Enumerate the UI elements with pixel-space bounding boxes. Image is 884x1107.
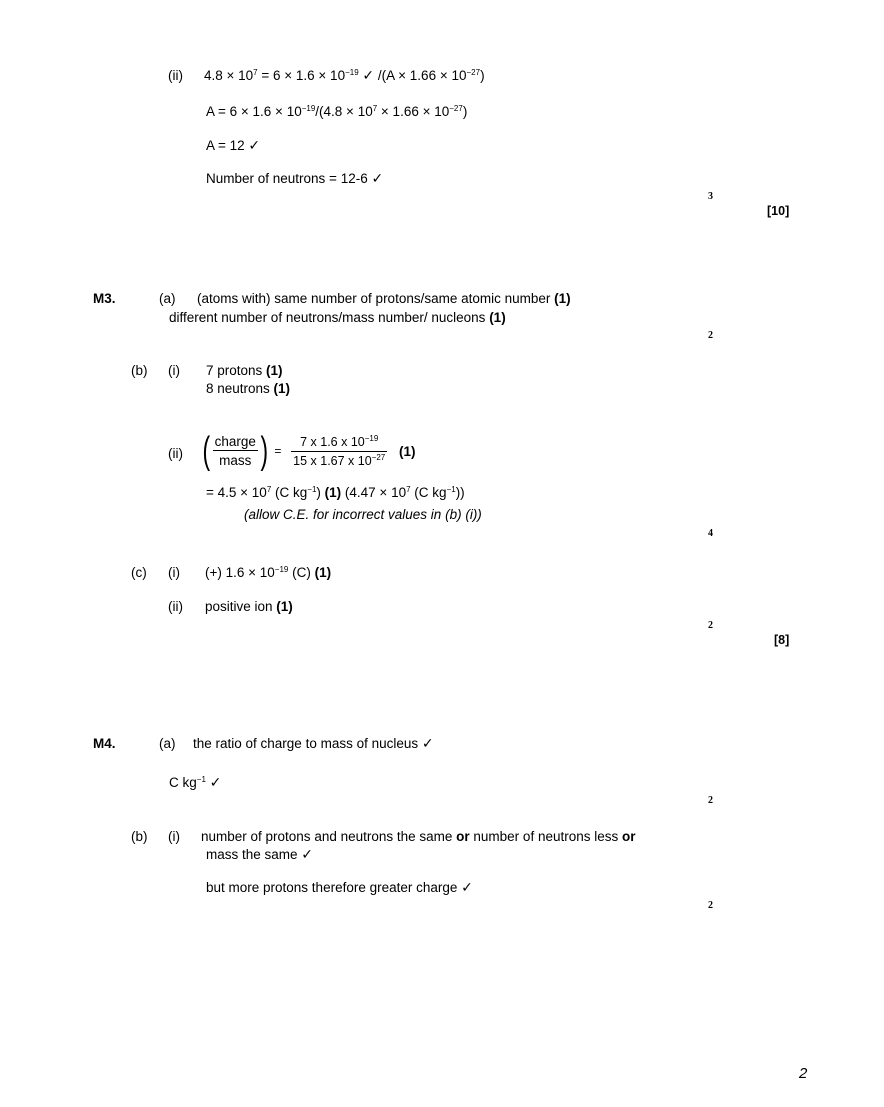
answer-line: 7 protons (1)	[206, 363, 283, 378]
mark-indicator: (1)	[273, 381, 291, 396]
tick-icon: ✓	[461, 880, 473, 896]
answer-line: (atoms with) same number of protons/same atomic number (1)	[197, 291, 571, 306]
part-label-a: (a)	[159, 291, 176, 306]
answer-line: different number of neutrons/mass number/ nucleons (1)	[169, 310, 506, 325]
part-label-b: (b)	[131, 363, 148, 378]
answer-line: but more protons therefore greater charge ✓	[206, 880, 473, 896]
mark-indicator: (1)	[489, 310, 506, 325]
mark-indicator: (1)	[266, 363, 283, 378]
answer-line: 8 neutrons (1)	[206, 381, 291, 396]
left-bracket: (	[202, 430, 211, 472]
unit-line: C $kg^{-1}$ ✓	[169, 775, 222, 791]
answer-line: (+) $1.6 \times 10^{-19}$ (C) (1)	[205, 565, 332, 580]
part-label-ii: (ii)	[168, 68, 183, 83]
part-label-b: (b)	[131, 829, 148, 844]
marks-count: 2	[708, 795, 713, 806]
right-bracket: )	[260, 430, 269, 472]
equation-line: $A = 6 \times 1.6 \times 10^{-19}/(4.8 \times 10^7 \times 1.66 \times 10^{-27})$	[206, 104, 468, 119]
part-label-c: (c)	[131, 565, 147, 580]
total-marks: [8]	[774, 633, 790, 647]
tick-icon: ✓	[371, 171, 384, 187]
equation-line: A = 12 ✓	[206, 138, 261, 154]
equation-line: $4.8 \times 10^7 = 6 \times 1.6 \times 10^{-19}$ ✓ $/(A \times 1.66 \times 10^{-27})$	[204, 68, 485, 84]
mark-indicator: (1)	[554, 291, 571, 306]
page-number: 2	[799, 1065, 808, 1082]
part-label-i: (i)	[168, 829, 180, 844]
answer-line: = $4.5 \times 10^7$ (C $kg^{-1}$) (1) ($4.47 \times 10^7$ (C $kg^{-1}$))	[206, 485, 465, 500]
part-label-a: (a)	[159, 736, 176, 751]
answer-line: number of protons and neutrons the same or number of neutrons less or	[201, 829, 636, 844]
marks-count: 2	[708, 620, 713, 631]
marks-count: 2	[708, 330, 713, 341]
tick-icon: ✓	[421, 736, 434, 752]
part-label-ii: (ii)	[168, 599, 183, 614]
total-marks: [10]	[767, 204, 790, 218]
mark-indicator: (1)	[324, 485, 342, 500]
tick-icon: ✓	[209, 775, 222, 791]
question-label: M3.	[93, 291, 116, 306]
answer-line: Number of neutrons = 12-6 ✓	[206, 171, 384, 187]
marks-count: 3	[708, 191, 713, 202]
tick-icon: ✓	[301, 847, 314, 863]
question-label: M4.	[93, 736, 116, 751]
examiner-note: (allow C.E. for incorrect values in (b) (i))	[244, 507, 482, 522]
mark-indicator: (1)	[276, 599, 293, 614]
mark-indicator: (1)	[399, 443, 416, 459]
answer-line: mass the same ✓	[206, 847, 314, 863]
answer-line: positive ion (1)	[205, 599, 293, 614]
tick-icon: ✓	[248, 138, 261, 154]
marks-count: 2	[708, 900, 713, 911]
value-fraction: $\frac{7 x 1.6 x 10^{-19}}{15 x 1.67 x 10^{-27}}$	[293, 433, 386, 468]
fraction-equation: ( $\frac{\text{charge}}{\text{mass}}$ ) = $\frac{7 x 1.6 x 10^{-19}}{15 x 1.67 x 10^{-27}}$ (1)	[202, 430, 416, 472]
part-label-i: (i)	[168, 565, 180, 580]
mark-indicator: (1)	[314, 565, 332, 580]
answer-line: the ratio of charge to mass of nucleus ✓	[193, 736, 434, 752]
part-label-i: (i)	[168, 363, 180, 378]
tick-icon: ✓	[362, 68, 375, 84]
charge-mass-fraction: $\frac{\text{charge}}{\text{mass}}$	[214, 434, 256, 468]
part-label-ii: (ii)	[168, 446, 183, 461]
marks-count: 4	[708, 528, 713, 539]
